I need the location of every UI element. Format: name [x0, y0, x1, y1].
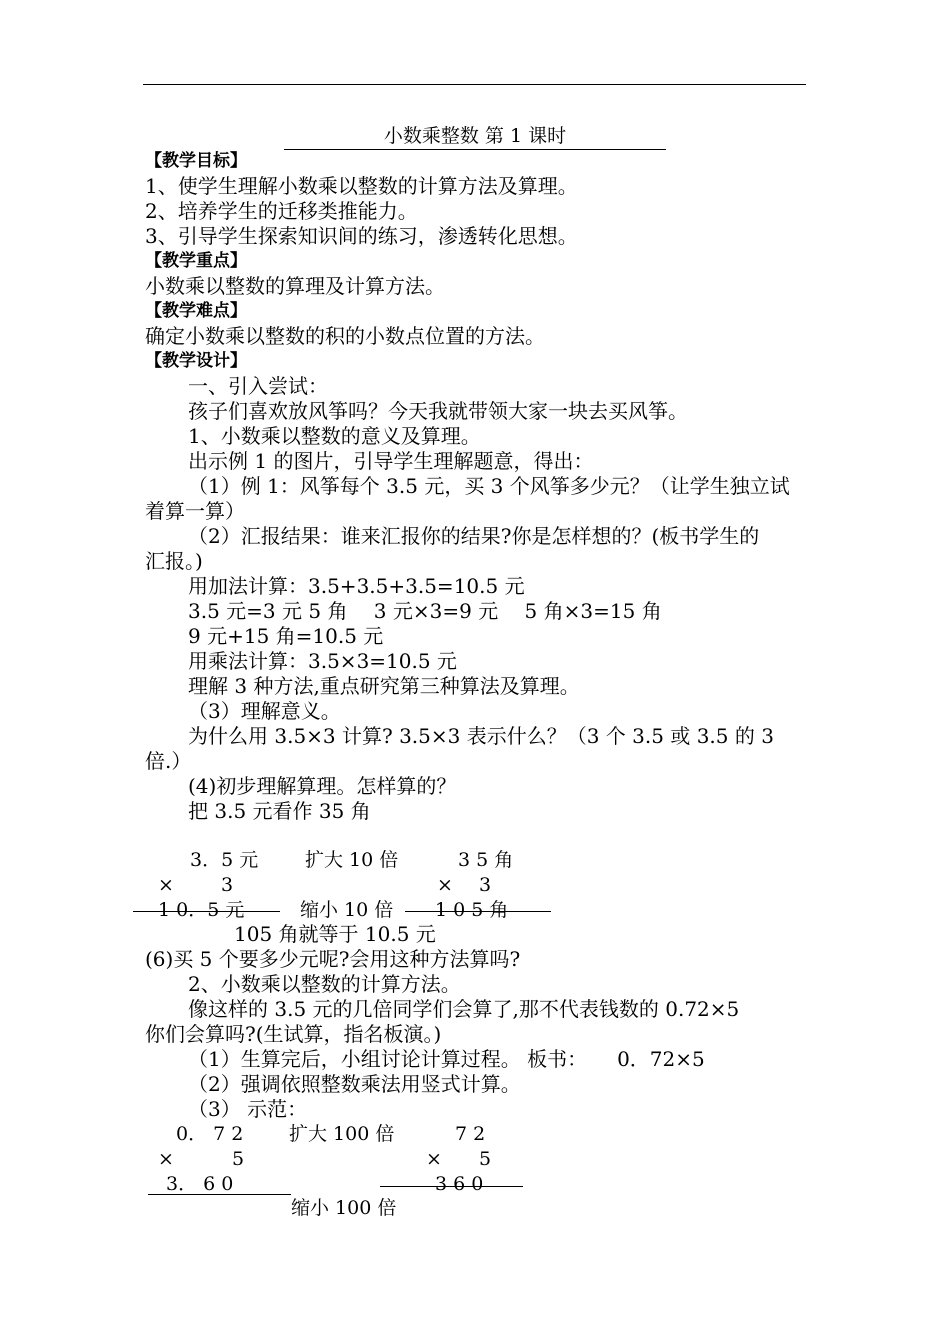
body-line: 倍.） [145, 749, 192, 773]
calc2-result-right: 3 6 0 [435, 1173, 484, 1195]
goals-heading: 【教学目标】 [145, 151, 247, 171]
body-line: 1、小数乘以整数的意义及算理。 [188, 424, 481, 448]
goal-1: 1、使学生理解小数乘以整数的计算方法及算理。 [145, 174, 578, 198]
calc1-result-left: 1 0．5 元 [158, 899, 245, 921]
calc2-line-left [148, 1194, 291, 1195]
calc2-top-left: 0． 7 2 [176, 1123, 244, 1145]
key-text: 小数乘以整数的算理及计算方法。 [145, 274, 445, 298]
design-heading: 【教学设计】 [145, 351, 247, 371]
calc1-shrink-label: 缩小 10 倍 [300, 899, 394, 921]
calc1-mult-left: 3 [221, 874, 234, 896]
calc1-times-right: × [437, 874, 453, 896]
calc1-top-right: 3 5 角 [458, 849, 514, 871]
calc1-line-left [133, 911, 280, 912]
body-line: 理解 3 种方法,重点研究第三种算法及算理。 [188, 674, 580, 698]
header-rule [143, 84, 806, 85]
body-line: 为什么用 3.5×3 计算? 3.5×3 表示什么？（3 个 3.5 或 3.5 的 3 [188, 724, 774, 748]
body-line: (4)初步理解算理。怎样算的？ [188, 774, 457, 798]
calc2-times-left: × [158, 1148, 174, 1170]
body-line: 一、引入尝试： [188, 374, 328, 398]
body-line: 着算一算） [145, 499, 245, 523]
body-line: 用加法计算：3.5+3.5+3.5=10.5 元 [188, 574, 525, 598]
calc2-times-right: × [426, 1148, 442, 1170]
body-line: （2）强调依照整数乘法用竖式计算。 [188, 1072, 521, 1096]
body-line: （1）例 1：风筝每个 3.5 元，买 3 个风筝多少元？（让学生独立试 [188, 474, 790, 498]
page-title: 小数乘整数 第 1 课时 [284, 124, 666, 150]
body-line: 9 元+15 角=10.5 元 [188, 624, 384, 648]
body-line: （2）汇报结果：谁来汇报你的结果?你是怎样想的？(板书学生的 [188, 524, 760, 548]
calc2-line-right [380, 1186, 523, 1187]
calc1-top-left: 3．5 元 [190, 849, 259, 871]
calc2-enlarge-label: 扩大 100 倍 [289, 1123, 395, 1145]
body-line: 汇报。) [145, 549, 203, 573]
body-line: 用乘法计算：3.5×3=10.5 元 [188, 649, 457, 673]
calc1-result-right: 1 0 5 角 [435, 899, 509, 921]
body-line: （3）理解意义。 [188, 699, 341, 723]
body-line: 3.5 元=3 元 5 角 3 元×3=9 元 5 角×3=15 角 [188, 599, 662, 623]
key-heading: 【教学重点】 [145, 251, 247, 271]
body-line: 你们会算吗?(生试算，指名板演。) [145, 1022, 442, 1046]
body-line: 出示例 1 的图片，引导学生理解题意，得出： [188, 449, 594, 473]
difficulty-heading: 【教学难点】 [145, 301, 247, 321]
goal-3: 3、引导学生探索知识间的练习，渗透转化思想。 [145, 224, 578, 248]
body-line: (6)买 5 个要多少元呢?会用这种方法算吗? [145, 947, 521, 971]
calc2-shrink-label: 缩小 100 倍 [291, 1197, 397, 1219]
body-line: （3） 示范： [188, 1097, 308, 1121]
difficulty-text: 确定小数乘以整数的积的小数点位置的方法。 [145, 324, 545, 348]
calc1-mult-right: 3 [479, 874, 492, 896]
body-line: 2、小数乘以整数的计算方法。 [188, 972, 461, 996]
body-line: 孩子们喜欢放风筝吗？今天我就带领大家一块去买风筝。 [188, 399, 688, 423]
calc1-line-right [405, 911, 551, 912]
body-line: （1）生算完后，小组讨论计算过程。 板书： 0．72×5 [188, 1047, 705, 1071]
calc2-mult-right: 5 [479, 1148, 492, 1170]
body-line: 105 角就等于 10.5 元 [234, 922, 436, 946]
body-line: 把 3.5 元看作 35 角 [188, 799, 371, 823]
body-line: 像这样的 3.5 元的几倍同学们会算了,那不代表钱数的 0.72×5 [188, 997, 740, 1021]
calc2-mult-left: 5 [232, 1148, 245, 1170]
calc1-enlarge-label: 扩大 10 倍 [305, 849, 399, 871]
calc2-top-right: 7 2 [455, 1123, 486, 1145]
goal-2: 2、培养学生的迁移类推能力。 [145, 199, 418, 223]
calc1-times-left: × [158, 874, 174, 896]
calc2-result-left: 3． 6 0 [166, 1173, 234, 1195]
